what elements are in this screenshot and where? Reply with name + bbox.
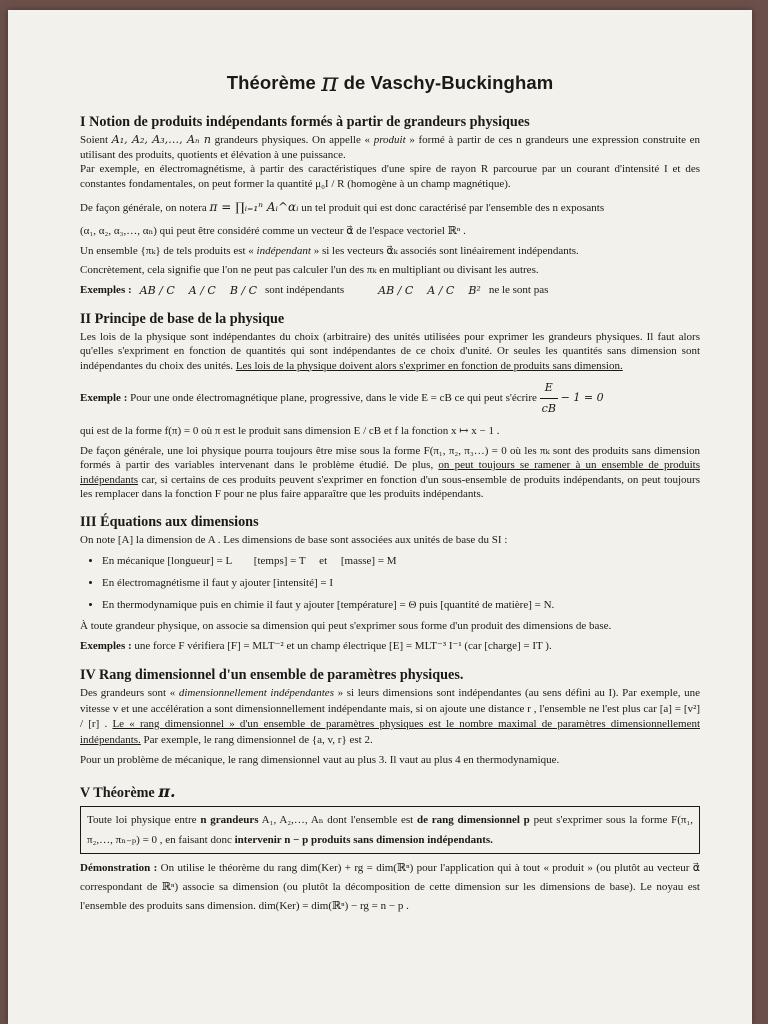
text-span: » si leurs dimensions sont indépendantes (au sens défini au I). Par exemple, une vitesse v et une accélération a sont dimensionnellement indépendante mais, si on ajoute une distance r , l'ensemble ne l'est plus car [a] = [v²] / [r] . — [80, 687, 700, 730]
fraction — [540, 378, 558, 419]
section-3-examples — [80, 639, 700, 654]
text-span: Soient — [80, 134, 109, 146]
underlined-statement: Les lois de la physique doivent alors s'exprimer en fonction de produits sans dimension. — [235, 359, 623, 372]
page-title — [80, 68, 700, 98]
text-span: car, si certains de ces produits peuvent s'exprimer en fonction d'un sous-ensemble de produits indépendants, on peut toujours les remplacer dans la fonction F pour ne plus faire apparaître que les produits indépendants. — [80, 473, 700, 500]
text-span: On utilise le théorème du rang dim(Ker) + rg = dim(ℝⁿ) pour l'application qui à tout « produit » (ou plutôt au vecteur α⃗ correspondant de ℝⁿ) associe sa dimension (ou plutôt la décomposition de cette dimension sur les dimensions de base). Le noyau est l'ensemble des produits sans dimension. dim(Ker) = dim(ℝⁿ) − rg = n − p . — [80, 861, 701, 912]
section-1-paragraph-4: (α₁, α₂, α₃,…, αₙ) qui peut être considéré comme un vecteur α⃗ de l'espace vectoriel ℝⁿ . — [80, 225, 466, 237]
section-2-example — [80, 378, 700, 419]
text-span: » si les vecteurs α⃗ₖ associés sont linéairement indépendants. — [310, 244, 579, 257]
bold-term: intervenir n − p produits sans dimension indépendants. — [234, 833, 493, 846]
example-label: Exemple : — [80, 392, 128, 405]
list-item: • En thermodynamique puis en chimie il faut y ajouter [température] = Θ puis [quantité de matière] = N. — [102, 594, 700, 616]
section-2-heading: II Principe de base de la physique — [80, 310, 285, 327]
fraction-denominator: cB — [541, 402, 556, 415]
section-4-paragraph-1 — [80, 686, 700, 748]
text-span: » formé à partir de ces n grandeurs une expression construite en utilisant des produits, quotients et élévation à une puissance. — [80, 134, 700, 161]
title-word: Théorème — [226, 72, 316, 93]
text-span: un tel produit qui est donc caractérisé par l'ensemble des n exposants — [301, 202, 605, 214]
section-1-examples — [80, 284, 700, 297]
document-page — [8, 10, 752, 1024]
section-4-paragraph-2: Pour un problème de mécanique, le rang dimensionnel vaut au plus 3. Il vaut au plus 4 en thermodynamique. — [80, 754, 560, 766]
pi-symbol: π. — [158, 781, 176, 801]
bold-term: n grandeurs — [200, 813, 259, 826]
examples-label: Exemples : — [80, 284, 132, 296]
text-span: une force F vérifiera [F] = MLT⁻² et un champ électrique [E] = MLT⁻³ I⁻¹ (car [charge] = IT ). — [134, 639, 552, 652]
list-item: • En électromagnétisme il faut y ajouter [intensité] = I — [102, 572, 700, 594]
underlined-statement: Le « rang dimensionnel » d'un ensemble de paramètres physiques est le nombre maximal de paramètres dimensionnellement indépendants. — [80, 718, 701, 746]
text-span: ne le sont pas — [488, 284, 549, 296]
section-3-paragraph-1: À toute grandeur physique, on associe sa dimension qui peut s'exprimer sous forme d'un produit des dimensions de base. — [80, 620, 612, 632]
theorem-statement — [87, 810, 693, 850]
section-2-paragraph-3 — [80, 444, 700, 502]
italic-term: produit — [373, 134, 406, 146]
italic-term: dimensionnellement indépendantes — [178, 687, 334, 699]
text-span: A₁, A₂,…, Aₙ dont l'ensemble est — [261, 813, 414, 826]
text-span: Un ensemble {πₖ} de tels produits est « — [80, 244, 257, 257]
document-content — [80, 68, 700, 916]
text-span: Toute loi physique entre — [87, 813, 197, 826]
text-span: Les lois de la physique sont indépendantes du choix (arbitraire) des unités utilisées pour exprimer les grandeurs physiques. Il faut alors qu'elles s'expriment en fonction de quantités qui sont indépendantes de ce choix d'unité. Or seules les quantités sans dimension sont indépendantes du choix des unités. — [80, 330, 700, 372]
text-span: peut s'exprimer sous la forme F(π₁, π₂,…, πₙ₋ₚ) = 0 , en faisant donc — [87, 813, 694, 846]
demonstration-label: Démonstration : — [80, 861, 158, 874]
section-1-paragraph-3 — [80, 196, 700, 219]
text-span: Pour une onde électromagnétique plane, progressive, dans le vide E = cB ce qui peut s'écrire — [130, 392, 537, 405]
list-item: • En mécanique [longueur] = L [temps] = T et [masse] = M — [102, 550, 700, 572]
title-rest: de Vaschy-Buckingham — [343, 72, 554, 93]
section-5-heading — [80, 782, 700, 802]
text-span: Des grandeurs sont « — [80, 687, 179, 699]
text-span: De façon générale, on notera — [80, 202, 207, 214]
text-span: Par exemple, le rang dimensionnel de {a, v, r} est 2. — [143, 733, 373, 746]
section-1-paragraph-6: Concrètement, cela signifie que l'on ne peut pas calculer l'un des πₖ en multipliant ou divisant les autres. — [80, 264, 539, 276]
text-span: V Théorème — [80, 784, 155, 801]
section-2-paragraph-2: qui est de la forme f(π) = 0 où π est le produit sans dimension E / cB et f la fonction x ↦ x − 1 . — [80, 425, 500, 437]
section-1-paragraph-2: Par exemple, en électromagnétisme, à partir des caractéristiques d'une spire de rayon R parcourue par un courant d'intensité I et des constantes fondamentales, on peut former la quantité μ₀I / R (homogène à un champ magnétique). — [80, 163, 700, 190]
section-1-heading: I Notion de produits indépendants formés à partir de grandeurs physiques — [80, 114, 530, 130]
section-2-paragraph-1 — [80, 330, 700, 374]
section-1-paragraph-5 — [80, 244, 700, 259]
section-4-heading: IV Rang dimensionnel d'un ensemble de paramètres physiques. — [80, 667, 464, 683]
theorem-box — [80, 806, 700, 854]
text-span: De façon générale, une loi physique pourra toujours être mise sous la forme F(π₁, π₂, π₃…) = 0 où les πₖ sont des produits sans dimension formés à partir des variables intervenant dans le problème étudié. De plus, — [80, 444, 700, 471]
section-3-intro: On note [A] la dimension de A . Les dimensions de base sont associées aux unités de base du SI : — [80, 533, 508, 546]
math-vars: A₁, A₂, A₃,…, Aₙ n — [111, 133, 211, 146]
text-span: grandeurs physiques. On appelle « — [214, 134, 374, 146]
section-3-heading: III Équations aux dimensions — [80, 513, 259, 530]
fraction-numerator: E — [540, 378, 558, 399]
title-pi-symbol: π — [321, 68, 339, 98]
text-span: sont indépendants — [265, 284, 345, 296]
base-dimensions-list — [80, 550, 700, 616]
math-expression: − 1 = 0 — [560, 391, 604, 405]
dependent-example: AB / C A / C B² — [378, 283, 481, 297]
examples-label: Exemples : — [80, 639, 132, 652]
italic-term: indépendant — [256, 244, 311, 257]
underlined-statement: on peut toujours se ramener à un ensemble de produits indépendants — [80, 459, 701, 486]
section-1-paragraph-1 — [80, 133, 700, 162]
bold-term: de rang dimensionnel p — [416, 813, 530, 826]
product-formula: π = ∏ᵢ₌₁ⁿ Aᵢ^αᵢ — [209, 200, 299, 214]
independent-example: AB / C A / C B / C — [139, 283, 258, 297]
demonstration — [80, 859, 700, 916]
